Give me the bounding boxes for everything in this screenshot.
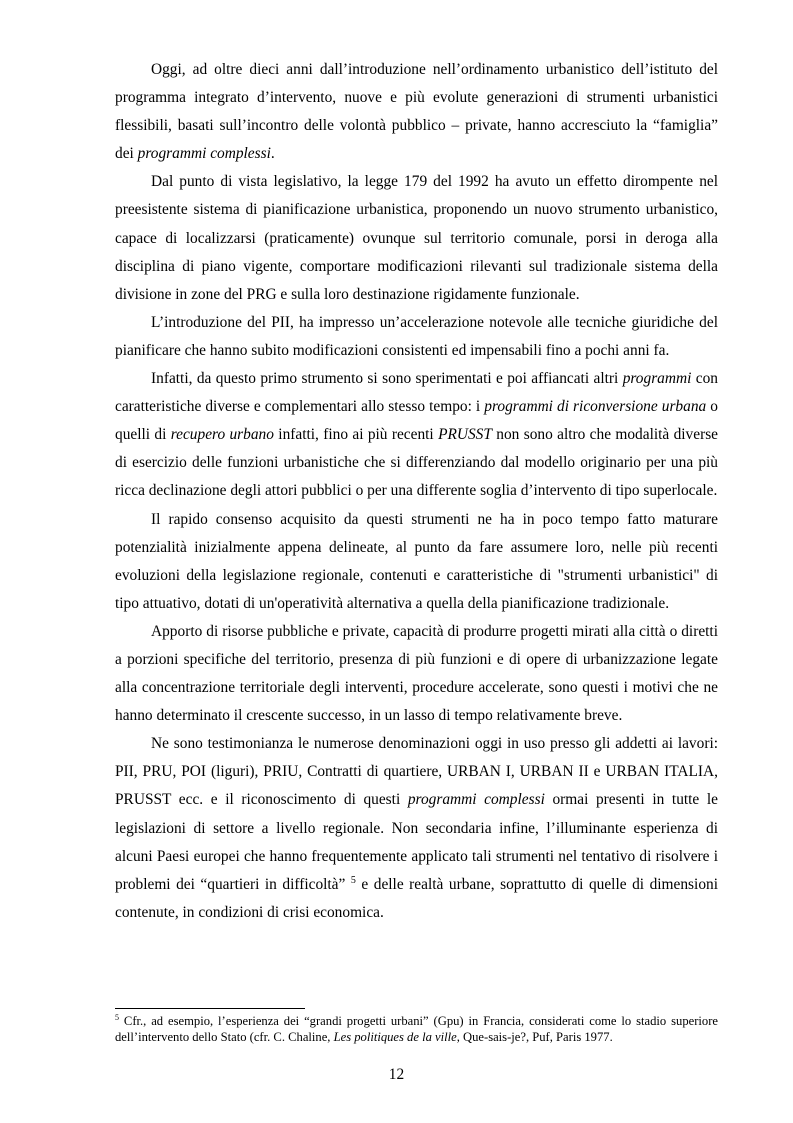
italic-term: programmi <box>622 370 692 388</box>
italic-term: programmi complessi <box>407 791 545 809</box>
footnote: $^5$ Cfr., ad esempio, l’esperienza dei “grandi progetti urbani” (Gpu) in Francia, considerati come lo stadio superiore dell’intervento dello Stato (cfr. C. Chaline, Les politiques de la ville, Que-sais-je?, Puf, Paris 1977. <box>115 1012 718 1044</box>
paragraph: Ne sono testimonianza le numerose denominazioni oggi in uso presso gli addetti ai lavori: PII, PRU, POI (liguri), PRIU, Contratti di quartiere, URBAN I, URBAN II e URBAN ITALIA, PRUSST ecc. e il riconoscimento di questi programmi complessi ormai presenti in tutte le legislazioni di settore a livello regionale. Non secondaria infine, l’illuminante esperienza di alcuni Paesi europei che hanno frequentemente applicato tali strumenti nel tentativo di risolvere i problemi dei “quartieri in difficoltà” $^5$ e delle realtà urbane, soprattutto di quelle di dimensioni contenute, in condizioni di crisi economica. <box>115 735 718 921</box>
italic-term: Les politiques de la ville <box>333 1029 457 1044</box>
paragraph: Apporto di risorse pubbliche e private, capacità di produrre progetti mirati alla città o diretti a porzioni specifiche del territorio, presenza di più funzioni e di opere di urbanizzazione legate alla concentrazione territoriale degli interventi, procedure accelerate, sono questi i motivi che ne hanno determinato il crescente successo, in un lasso di tempo relativamente breve. <box>115 622 718 725</box>
italic-term: PRUSST <box>438 426 492 444</box>
paragraph: Oggi, ad oltre dieci anni dall’introduzione nell’ordinamento urbanistico dell’istituto del programma integrato d’intervento, nuove e più evolute generazioni di strumenti urbanistici flessibili, basati sull’incontro delle volontà pubblico – private, hanno accresciuto la “famiglia” dei programmi complessi. <box>115 61 718 163</box>
body-text <box>115 56 718 927</box>
paragraph: Il rapido consenso acquisito da questi strumenti ne ha in poco tempo fatto maturare potenzialità inizialmente appena delineate, al punto da fare assumere loro, nelle più recenti evoluzioni della legislazione regionale, contenuti e caratteristiche di "strumenti urbanistici" di tipo attuativo, dotati di un'operatività alternativa a quella della pianificazione tradizionale. <box>115 510 718 612</box>
footnote-separator <box>115 1008 305 1009</box>
italic-term: programmi di riconversione urbana <box>484 398 707 416</box>
footnote-marker: 5 <box>115 1012 119 1022</box>
paragraph: Dal punto di vista legislativo, la legge 179 del 1992 ha avuto un effetto dirompente nel preesistente sistema di pianificazione urbanistica, proponendo un nuovo strumento urbanistico, capace di localizzarsi (praticamente) ovunque sul territorio comunale, porsi in deroga alla disciplina di piano vigente, comportare modificazioni rilevanti sul tradizionale sistema della divisione in zone del PRG e sulla loro destinazione rigidamente funzionale. <box>115 173 718 303</box>
paragraph: Infatti, da questo primo strumento si sono sperimentati e poi affiancati altri programmi con caratteristiche diverse e complementari allo stesso tempo: i programmi di riconversione urbana o quelli di recupero urbano infatti, fino ai più recenti PRUSST non sono altro che modalità diverse di esercizio delle funzioni urbanistiche che si differenziando dal modello originario per una più ricca declinazione degli attori pubblici o per una differente soglia d’intervento di tipo superlocale. <box>115 370 719 500</box>
italic-term: programmi complessi <box>137 145 271 163</box>
paragraph: L’introduzione del PII, ha impresso un’accelerazione notevole alle tecniche giuridiche del pianificare che hanno subito modificazioni consistenti ed impensabili fino a pochi anni fa. <box>115 313 718 359</box>
page-number: 12 <box>388 1066 405 1083</box>
footnote-marker: 5 <box>350 874 356 886</box>
italic-term: recupero urbano <box>170 426 274 444</box>
